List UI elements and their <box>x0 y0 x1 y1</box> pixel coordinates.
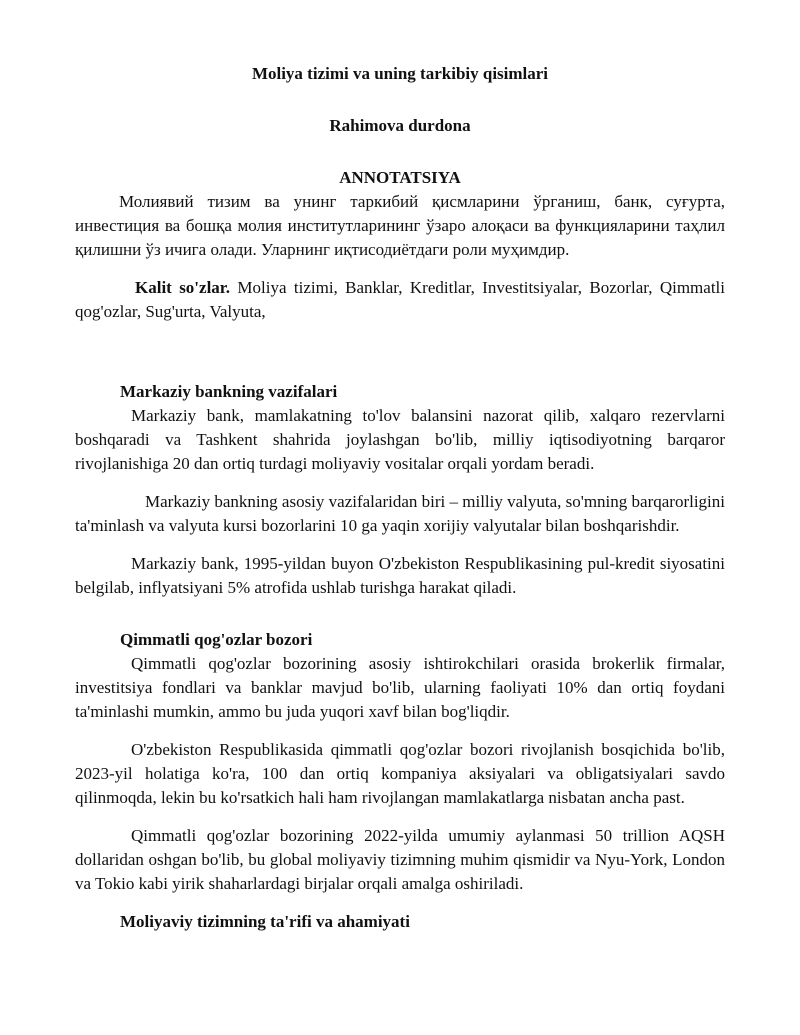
section-paragraph: Markaziy bankning asosiy vazifalaridan biri – milliy valyuta, so'mning barqarorligini ta'minlash va valyuta kursi bozorlarini 10 ga yaqin xorijiy valyutalar bilan boshqarishdir. <box>75 492 725 535</box>
section-paragraph: Qimmatli qog'ozlar bozorining 2022-yilda umumiy aylanmasi 50 trillion AQSH dollaridan oshgan bo'lib, bu global moliyaviy tizimning muhim qismidir va Nyu-York, London va Tokio kabi yirik shaharlardagi birjalar orqali amalga oshiriladi. <box>75 826 725 893</box>
section-paragraph: Qimmatli qog'ozlar bozorining asosiy ishtirokchilari orasida brokerlik firmalar, investitsiya fondlari va banklar mavjud bo'lib, ularning faoliyati 10% dan ortiq foydani ta'minlashi mumkin, ammo bu juda yuqori xavf bilan bog'liqdir. <box>75 654 725 721</box>
keywords-label: Kalit so'zlar. <box>135 278 231 297</box>
section-heading-financial-system: Moliyaviy tizimning ta'rifi va ahamiyati <box>120 912 410 931</box>
keywords-text: Moliya tizimi, Banklar, Kreditlar, Investitsiyalar, Bozorlar, Qimmatli qog'ozlar, Sug'urta, Valyuta, <box>75 278 725 321</box>
annotation-body: Молиявий тизим ва унинг таркибий қисмларини ўрганиш, банк, суғурта, инвестиция ва бошқа молия институтларининг ўзаро алоқаси ва функцияларини таҳлил қилишни ўз ичига олади. Уларнинг иқтисодиётдаги роли муҳимдир. <box>75 192 725 259</box>
section-paragraph: Markaziy bank, 1995-yildan buyon O'zbekiston Respublikasining pul-kredit siyosatini belgilab, inflyatsiyani 5% atrofida ushlab turishga harakat qiladi. <box>75 554 725 597</box>
document-title: Moliya tizimi va uning tarkibiy qisimlari <box>251 64 549 83</box>
keywords-paragraph <box>75 276 725 324</box>
section-heading-central-bank: Markaziy bankning vazifalari <box>120 382 338 401</box>
section-paragraph: O'zbekiston Respublikasida qimmatli qog'ozlar bozori rivojlanish bosqichida bo'lib, 2023-yil holatiga ko'ra, 100 dan ortiq kompaniya aksiyalari va obligatsiyalari savdo qilinmoqda, lekin bu ko'rsatkich hali ham rivojlangan mamlakatlarga nisbatan ancha past. <box>75 740 725 807</box>
section-paragraph: Markaziy bank, mamlakatning to'lov balansini nazorat qilib, xalqaro rezervlarni boshqaradi va Tashkent shahrida joylashgan bo'lib, milliy iqtisodiyotning barqaror rivojlanishiga 20 dan ortiq turdagi moliyaviy vositalar orqali yordam beradi. <box>75 406 725 473</box>
author-name: Rahimova durdona <box>329 116 471 135</box>
document-page <box>75 62 725 934</box>
annotation-heading: ANNOTATSIYA <box>339 168 461 187</box>
section-heading-securities-market: Qimmatli qog'ozlar bozori <box>120 630 313 649</box>
